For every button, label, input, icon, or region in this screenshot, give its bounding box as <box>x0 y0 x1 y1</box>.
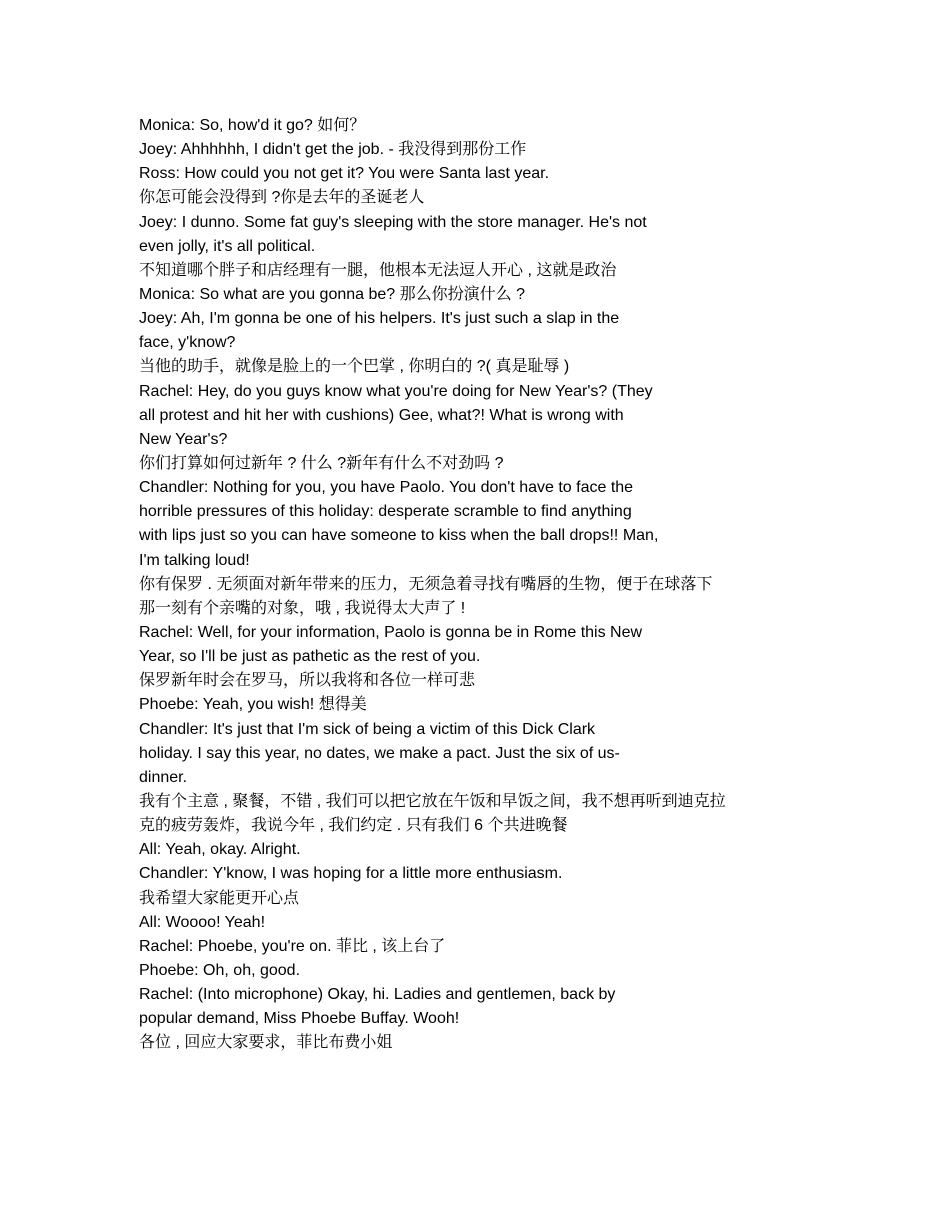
text-line: 你们打算如何过新年 ? 什么 ?新年有什么不对劲吗 ? <box>139 454 504 472</box>
text-line: 那一刻有个亲嘴的对象，哦 , 我说得太大声了 ! <box>139 599 466 617</box>
text-line: 我希望大家能更开心点 <box>139 889 300 907</box>
text-line: horrible pressures of this holiday: desperate scramble to find anything <box>139 503 632 521</box>
text-line: Rachel: Well, for your information, Paolo is gonna be in Rome this New <box>139 623 643 641</box>
text-line: Chandler: Y'know, I was hoping for a little more enthusiasm. <box>139 865 563 883</box>
text-line: New Year's? <box>139 430 228 448</box>
text-line: 各位 , 回应大家要求，菲比布费小姐 <box>139 1034 393 1052</box>
text-line: Joey: Ahhhhhh, I didn't get the job. - 我没得到那份工作 <box>139 141 527 159</box>
text-line: Ross: How could you not get it? You were Santa last year. <box>139 165 550 183</box>
text-line: Monica: So what are you gonna be? 那么你扮演什么 ? <box>139 285 525 303</box>
text-line: Phoebe: Oh, oh, good. <box>139 961 301 979</box>
text-line: Monica: So, how'd it go? 如何？ <box>139 117 366 134</box>
text-line: Phoebe: Yeah, you wish! 想得美 <box>139 696 367 714</box>
text-line: 克的疲劳轰炸，我说今年 , 我们约定 . 只有我们 6 个共进晚餐 <box>139 817 568 835</box>
transcript-text <box>139 114 819 1055</box>
text-line: 不知道哪个胖子和店经理有一腿，他根本无法逗人开心 , 这就是政治 <box>139 261 617 279</box>
text-line: popular demand, Miss Phoebe Buffay. Wooh! <box>139 1010 460 1028</box>
text-line: Joey: I dunno. Some fat guy's sleeping with the store manager. He's not <box>139 213 647 231</box>
text-line: 你怎可能会没得到 ?你是去年的圣诞老人 <box>139 189 425 207</box>
text-line: face, y'know? <box>139 334 236 352</box>
text-line: All: Woooo! Yeah! <box>139 913 266 931</box>
text-line: Joey: Ah, I'm gonna be one of his helpers. It's just such a slap in the <box>139 310 620 328</box>
text-line: all protest and hit her with cushions) Gee, what?! What is wrong with <box>139 406 624 424</box>
text-line: I'm talking loud! <box>139 551 250 569</box>
text-line: Year, so I'll be just as pathetic as the rest of you. <box>139 648 481 666</box>
text-line: Chandler: Nothing for you, you have Paolo. You don't have to face the <box>139 479 634 497</box>
text-line: holiday. I say this year, no dates, we make a pact. Just the six of us- <box>139 744 620 762</box>
text-line: Rachel: Phoebe, you're on. 菲比 , 该上台了 <box>139 937 446 955</box>
text-line: Rachel: (Into microphone) Okay, hi. Ladies and gentlemen, back by <box>139 986 616 1004</box>
text-line: even jolly, it's all political. <box>139 237 316 255</box>
text-line: Chandler: It's just that I'm sick of being a victim of this Dick Clark <box>139 720 596 738</box>
text-line: All: Yeah, okay. Alright. <box>139 841 301 859</box>
text-line: 当他的助手，就像是脸上的一个巴掌 , 你明白的 ?( 真是耻辱 ) <box>139 358 570 376</box>
text-line: 我有个主意 , 聚餐，不错 , 我们可以把它放在午饭和早饭之间，我不想再听到迪克拉 <box>139 792 726 810</box>
text-line: with lips just so you can have someone to kiss when the ball drops!! Man, <box>139 527 659 545</box>
text-line: Rachel: Hey, do you guys know what you're doing for New Year's? (They <box>139 382 653 400</box>
text-line: dinner. <box>139 768 188 786</box>
text-line: 保罗新年时会在罗马，所以我将和各位一样可悲 <box>139 672 476 690</box>
text-line: 你有保罗 . 无须面对新年带来的压力，无须急着寻找有嘴唇的生物，便于在球落下 <box>139 575 713 593</box>
